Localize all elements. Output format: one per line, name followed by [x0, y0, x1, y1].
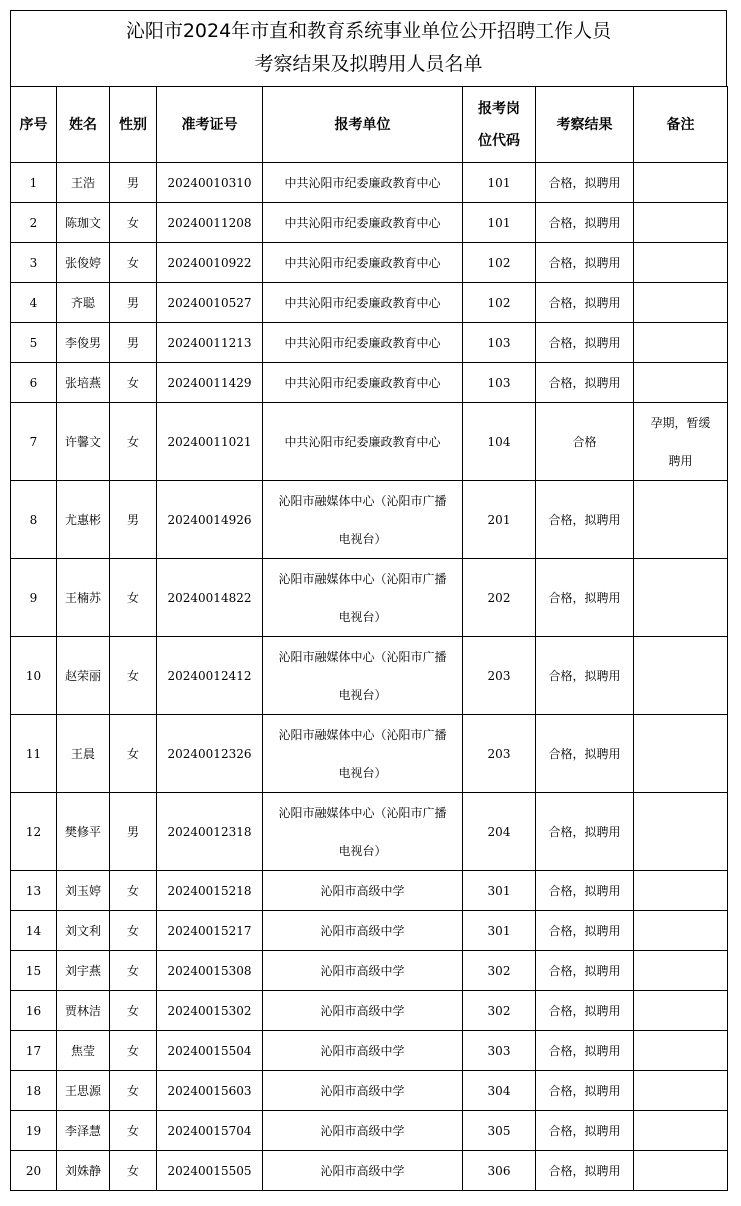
- table-row: [11, 403, 728, 481]
- cell-remark: [634, 363, 728, 403]
- table-row: [11, 203, 728, 243]
- title-line-2: 考察结果及拟聘用人员名单: [254, 53, 483, 75]
- cell-result: 合格，拟聘用: [536, 243, 634, 283]
- cell-no: 2: [11, 203, 57, 243]
- cell-unit-line: 中共沁阳市纪委廉政教育中心: [284, 296, 441, 310]
- cell-unit-line: 沁阳市高级中学: [320, 1044, 405, 1058]
- cell-no: 19: [11, 1111, 57, 1151]
- cell-result: 合格，拟聘用: [536, 991, 634, 1031]
- table-row: [11, 559, 728, 637]
- cell-exam-id: 20240015505: [157, 1151, 263, 1191]
- cell-no: 10: [11, 637, 57, 715]
- cell-name: 焦莹: [57, 1031, 110, 1071]
- cell-remark: [634, 403, 728, 481]
- cell-unit-line: 沁阳市融媒体中心（沁阳市广播: [278, 727, 447, 742]
- cell-remark: [634, 203, 728, 243]
- header-name: 姓名: [57, 87, 110, 163]
- cell-result: 合格: [536, 403, 634, 481]
- cell-unit: [263, 283, 463, 323]
- cell-remark: [634, 911, 728, 951]
- cell-no: 6: [11, 363, 57, 403]
- cell-exam-id: 20240010310: [157, 163, 263, 203]
- cell-result: 合格，拟聘用: [536, 363, 634, 403]
- table-row: [11, 793, 728, 871]
- cell-result: 合格，拟聘用: [536, 637, 634, 715]
- cell-remark: [634, 243, 728, 283]
- cell-name: 刘文利: [57, 911, 110, 951]
- cell-name: 张培燕: [57, 363, 110, 403]
- cell-post-code: 104: [463, 403, 536, 481]
- cell-remark: [634, 637, 728, 715]
- cell-remark: [634, 163, 728, 203]
- cell-exam-id: 20240012412: [157, 637, 263, 715]
- table-row: [11, 1111, 728, 1151]
- cell-unit-line: 沁阳市高级中学: [320, 1164, 405, 1178]
- cell-gender: 女: [110, 1071, 157, 1111]
- cell-unit: [263, 403, 463, 481]
- cell-unit: [263, 991, 463, 1031]
- cell-unit-line: 中共沁阳市纪委廉政教育中心: [284, 216, 441, 230]
- title-block: [10, 10, 727, 86]
- cell-unit-line: 电视台）: [338, 687, 387, 702]
- header-remark: 备注: [634, 87, 728, 163]
- cell-post-code: 301: [463, 871, 536, 911]
- cell-no: 8: [11, 481, 57, 559]
- cell-gender: 女: [110, 951, 157, 991]
- cell-remark: [634, 871, 728, 911]
- cell-unit-line: 中共沁阳市纪委廉政教育中心: [284, 256, 441, 270]
- cell-unit-line: 沁阳市高级中学: [320, 1084, 405, 1098]
- cell-remark: [634, 1031, 728, 1071]
- cell-name: 许馨文: [57, 403, 110, 481]
- cell-unit: [263, 1151, 463, 1191]
- table-row: [11, 637, 728, 715]
- cell-no: 3: [11, 243, 57, 283]
- table-header-row: [11, 87, 728, 163]
- table-row: [11, 991, 728, 1031]
- cell-unit-line: 电视台）: [338, 531, 387, 546]
- cell-unit-line: 沁阳市融媒体中心（沁阳市广播: [278, 571, 447, 586]
- cell-unit: [263, 1111, 463, 1151]
- candidate-table: [10, 86, 728, 1191]
- cell-gender: 女: [110, 871, 157, 911]
- table-row: [11, 363, 728, 403]
- cell-unit-line: 沁阳市高级中学: [320, 964, 405, 978]
- table-row: [11, 1151, 728, 1191]
- cell-remark: [634, 951, 728, 991]
- table-row: [11, 481, 728, 559]
- cell-exam-id: 20240015217: [157, 911, 263, 951]
- cell-remark-line: 聘用: [668, 453, 693, 468]
- cell-remark: [634, 283, 728, 323]
- cell-name: 张俊婷: [57, 243, 110, 283]
- cell-post-code: 302: [463, 991, 536, 1031]
- cell-post-code: 303: [463, 1031, 536, 1071]
- cell-name: 刘姝静: [57, 1151, 110, 1191]
- title-line-1: 沁阳市2024年市直和教育系统事业单位公开招聘工作人员: [125, 20, 612, 42]
- cell-result: 合格，拟聘用: [536, 559, 634, 637]
- cell-unit-line: 中共沁阳市纪委廉政教育中心: [284, 176, 441, 190]
- cell-gender: 女: [110, 243, 157, 283]
- cell-unit: [263, 323, 463, 363]
- cell-unit-line: 沁阳市融媒体中心（沁阳市广播: [278, 805, 447, 820]
- cell-exam-id: 20240015302: [157, 991, 263, 1031]
- cell-exam-id: 20240015504: [157, 1031, 263, 1071]
- cell-exam-id: 20240012318: [157, 793, 263, 871]
- cell-gender: 女: [110, 1151, 157, 1191]
- cell-unit: [263, 363, 463, 403]
- cell-result: 合格，拟聘用: [536, 323, 634, 363]
- cell-unit-line: 中共沁阳市纪委廉政教育中心: [284, 376, 441, 390]
- cell-name: 陈珈文: [57, 203, 110, 243]
- header-exam-id: 准考证号: [157, 87, 263, 163]
- cell-unit: [263, 559, 463, 637]
- cell-gender: 女: [110, 715, 157, 793]
- cell-no: 20: [11, 1151, 57, 1191]
- cell-post-code: 101: [463, 163, 536, 203]
- cell-gender: 女: [110, 203, 157, 243]
- cell-post-code: 301: [463, 911, 536, 951]
- cell-exam-id: 20240010527: [157, 283, 263, 323]
- cell-name: 赵荣丽: [57, 637, 110, 715]
- cell-unit: [263, 793, 463, 871]
- cell-no: 14: [11, 911, 57, 951]
- cell-name: 刘宇燕: [57, 951, 110, 991]
- cell-no: 17: [11, 1031, 57, 1071]
- table-row: [11, 243, 728, 283]
- cell-no: 11: [11, 715, 57, 793]
- cell-name: 王思源: [57, 1071, 110, 1111]
- cell-post-code: 103: [463, 323, 536, 363]
- cell-no: 15: [11, 951, 57, 991]
- cell-name: 樊修平: [57, 793, 110, 871]
- cell-post-code: 102: [463, 283, 536, 323]
- cell-post-code: 306: [463, 1151, 536, 1191]
- cell-unit: [263, 715, 463, 793]
- table-row: [11, 1071, 728, 1111]
- cell-unit: [263, 871, 463, 911]
- cell-no: 16: [11, 991, 57, 1031]
- cell-name: 贾林洁: [57, 991, 110, 1031]
- cell-exam-id: 20240014926: [157, 481, 263, 559]
- cell-result: 合格，拟聘用: [536, 1111, 634, 1151]
- cell-result: 合格，拟聘用: [536, 163, 634, 203]
- header-result: 考察结果: [536, 87, 634, 163]
- cell-result: 合格，拟聘用: [536, 715, 634, 793]
- table-row: [11, 323, 728, 363]
- cell-unit: [263, 163, 463, 203]
- header-post-code: [463, 87, 536, 163]
- cell-result: 合格，拟聘用: [536, 283, 634, 323]
- cell-result: 合格，拟聘用: [536, 1031, 634, 1071]
- cell-unit: [263, 911, 463, 951]
- header-unit: 报考单位: [263, 87, 463, 163]
- cell-gender: 女: [110, 363, 157, 403]
- cell-result: 合格，拟聘用: [536, 793, 634, 871]
- table-row: [11, 951, 728, 991]
- cell-post-code: 202: [463, 559, 536, 637]
- cell-unit-line: 沁阳市融媒体中心（沁阳市广播: [278, 649, 447, 664]
- cell-exam-id: 20240011429: [157, 363, 263, 403]
- cell-unit-line: 沁阳市融媒体中心（沁阳市广播: [278, 493, 447, 508]
- cell-result: 合格，拟聘用: [536, 951, 634, 991]
- cell-gender: 男: [110, 793, 157, 871]
- cell-name: 王浩: [57, 163, 110, 203]
- cell-exam-id: 20240015308: [157, 951, 263, 991]
- header-post-code-line-1: 报考岗: [478, 100, 520, 117]
- cell-unit-line: 中共沁阳市纪委廉政教育中心: [284, 435, 441, 449]
- cell-remark: [634, 715, 728, 793]
- cell-unit-line: 中共沁阳市纪委廉政教育中心: [284, 336, 441, 350]
- cell-unit-line: 沁阳市高级中学: [320, 1124, 405, 1138]
- cell-unit: [263, 1031, 463, 1071]
- cell-remark-line: 孕期，暂缓: [650, 415, 711, 430]
- cell-exam-id: 20240014822: [157, 559, 263, 637]
- cell-result: 合格，拟聘用: [536, 871, 634, 911]
- cell-post-code: 204: [463, 793, 536, 871]
- cell-gender: 男: [110, 163, 157, 203]
- cell-post-code: 305: [463, 1111, 536, 1151]
- table-row: [11, 163, 728, 203]
- cell-result: 合格，拟聘用: [536, 203, 634, 243]
- table-body: [11, 163, 728, 1191]
- cell-exam-id: 20240011208: [157, 203, 263, 243]
- cell-exam-id: 20240015704: [157, 1111, 263, 1151]
- cell-no: 7: [11, 403, 57, 481]
- cell-unit: [263, 203, 463, 243]
- cell-unit: [263, 1071, 463, 1111]
- cell-name: 尤惠彬: [57, 481, 110, 559]
- cell-exam-id: 20240011021: [157, 403, 263, 481]
- cell-post-code: 201: [463, 481, 536, 559]
- cell-post-code: 101: [463, 203, 536, 243]
- cell-gender: 女: [110, 911, 157, 951]
- cell-result: 合格，拟聘用: [536, 911, 634, 951]
- header-post-code-line-2: 位代码: [478, 132, 520, 149]
- cell-gender: 女: [110, 403, 157, 481]
- cell-name: 王楠苏: [57, 559, 110, 637]
- cell-name: 李泽慧: [57, 1111, 110, 1151]
- cell-no: 18: [11, 1071, 57, 1111]
- cell-unit-line: 沁阳市高级中学: [320, 884, 405, 898]
- cell-exam-id: 20240010922: [157, 243, 263, 283]
- cell-no: 5: [11, 323, 57, 363]
- cell-exam-id: 20240012326: [157, 715, 263, 793]
- cell-result: 合格，拟聘用: [536, 1071, 634, 1111]
- table-row: [11, 911, 728, 951]
- cell-result: 合格，拟聘用: [536, 481, 634, 559]
- cell-exam-id: 20240015603: [157, 1071, 263, 1111]
- cell-gender: 男: [110, 323, 157, 363]
- cell-no: 13: [11, 871, 57, 911]
- cell-gender: 女: [110, 637, 157, 715]
- cell-gender: 男: [110, 283, 157, 323]
- cell-no: 9: [11, 559, 57, 637]
- cell-post-code: 102: [463, 243, 536, 283]
- table-row: [11, 1031, 728, 1071]
- cell-remark: [634, 323, 728, 363]
- cell-name: 刘玉婷: [57, 871, 110, 911]
- cell-remark: [634, 481, 728, 559]
- cell-unit: [263, 481, 463, 559]
- cell-post-code: 203: [463, 637, 536, 715]
- cell-unit-line: 沁阳市高级中学: [320, 924, 405, 938]
- cell-gender: 女: [110, 991, 157, 1031]
- cell-remark: [634, 1071, 728, 1111]
- cell-name: 王晨: [57, 715, 110, 793]
- table-row: [11, 715, 728, 793]
- cell-gender: 女: [110, 559, 157, 637]
- cell-unit-line: 电视台）: [338, 843, 387, 858]
- cell-unit: [263, 951, 463, 991]
- cell-post-code: 103: [463, 363, 536, 403]
- cell-remark: [634, 1111, 728, 1151]
- cell-remark: [634, 793, 728, 871]
- cell-post-code: 203: [463, 715, 536, 793]
- cell-gender: 男: [110, 481, 157, 559]
- cell-exam-id: 20240015218: [157, 871, 263, 911]
- table-row: [11, 871, 728, 911]
- cell-name: 齐聪: [57, 283, 110, 323]
- cell-post-code: 302: [463, 951, 536, 991]
- header-no: 序号: [11, 87, 57, 163]
- document: [10, 10, 727, 1191]
- cell-no: 12: [11, 793, 57, 871]
- cell-result: 合格，拟聘用: [536, 1151, 634, 1191]
- cell-no: 1: [11, 163, 57, 203]
- cell-post-code: 304: [463, 1071, 536, 1111]
- cell-gender: 女: [110, 1111, 157, 1151]
- cell-remark: [634, 1151, 728, 1191]
- cell-unit-line: 沁阳市高级中学: [320, 1004, 405, 1018]
- table-row: [11, 283, 728, 323]
- cell-unit-line: 电视台）: [338, 609, 387, 624]
- cell-exam-id: 20240011213: [157, 323, 263, 363]
- cell-no: 4: [11, 283, 57, 323]
- cell-name: 李俊男: [57, 323, 110, 363]
- header-gender: 性别: [110, 87, 157, 163]
- cell-gender: 女: [110, 1031, 157, 1071]
- cell-remark: [634, 991, 728, 1031]
- cell-remark: [634, 559, 728, 637]
- cell-unit: [263, 637, 463, 715]
- cell-unit-line: 电视台）: [338, 765, 387, 780]
- cell-unit: [263, 243, 463, 283]
